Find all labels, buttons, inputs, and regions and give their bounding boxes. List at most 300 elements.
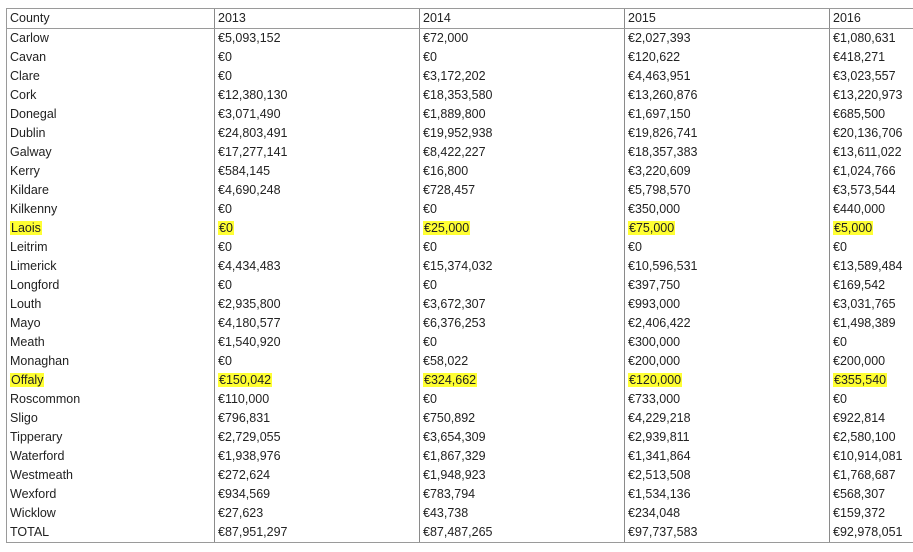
cell-text: Limerick xyxy=(10,259,57,273)
cell-text: €418,271 xyxy=(833,50,886,64)
cell-text: €993,000 xyxy=(628,297,681,311)
cell-text: €733,000 xyxy=(628,392,681,406)
table-row xyxy=(7,124,913,143)
cell-text: Waterford xyxy=(10,449,65,463)
value-2015-cell xyxy=(625,86,830,105)
value-2013-cell xyxy=(215,390,420,409)
cell-text: €110,000 xyxy=(218,392,270,406)
highlighted-text: €150,042 xyxy=(219,373,272,387)
cell-text: €922,814 xyxy=(833,411,886,425)
value-2014-cell xyxy=(420,485,625,504)
value-2013-cell xyxy=(215,124,420,143)
value-2014-cell xyxy=(420,200,625,219)
cell-text: Dublin xyxy=(10,126,46,140)
county-cell xyxy=(7,181,215,200)
highlighted-text: €0 xyxy=(219,221,233,235)
cell-text: €2,729,055 xyxy=(218,430,281,444)
cell-text: €72,000 xyxy=(423,31,469,45)
cell-text: €13,589,484 xyxy=(833,259,903,273)
value-2014-cell xyxy=(420,105,625,124)
value-2015-cell xyxy=(625,105,830,124)
table-row xyxy=(7,447,913,466)
cell-text: €18,357,383 xyxy=(628,145,698,159)
county-cell xyxy=(7,466,215,485)
value-2015-cell xyxy=(625,67,830,86)
value-2015-cell xyxy=(625,523,830,543)
cell-text: €12,380,130 xyxy=(218,88,288,102)
cell-text: Louth xyxy=(10,297,42,311)
value-2015-cell xyxy=(625,162,830,181)
value-2015-cell xyxy=(625,48,830,67)
value-2016-cell xyxy=(830,200,913,219)
county-cell xyxy=(7,371,215,390)
cell-text: €2,027,393 xyxy=(628,31,691,45)
value-2014-cell xyxy=(420,29,625,49)
cell-text: Kerry xyxy=(10,164,40,178)
cell-text: €783,794 xyxy=(423,487,476,501)
table-row xyxy=(7,428,913,447)
highlighted-text: €324,662 xyxy=(424,373,477,387)
value-2016-cell xyxy=(830,238,913,257)
cell-text: €13,220,973 xyxy=(833,88,903,102)
value-2016-cell xyxy=(830,219,913,238)
cell-text: €1,768,687 xyxy=(833,468,896,482)
table-row xyxy=(7,523,913,543)
cell-text: €0 xyxy=(218,240,232,254)
highlighted-text: Offaly xyxy=(11,373,44,387)
value-2016-cell xyxy=(830,124,913,143)
county-cell xyxy=(7,352,215,371)
value-2014-cell xyxy=(420,238,625,257)
value-2014-cell xyxy=(420,162,625,181)
cell-text: €3,220,609 xyxy=(628,164,691,178)
highlighted-text: €120,000 xyxy=(629,373,682,387)
value-2016-cell xyxy=(830,143,913,162)
cell-text: €2,406,422 xyxy=(628,316,691,330)
value-2013-cell xyxy=(215,238,420,257)
value-2013-cell xyxy=(215,67,420,86)
county-cell xyxy=(7,523,215,543)
value-2014-cell xyxy=(420,124,625,143)
cell-text: €3,023,557 xyxy=(833,69,896,83)
cell-text: €3,573,544 xyxy=(833,183,896,197)
cell-text: Wicklow xyxy=(10,506,56,520)
county-cell xyxy=(7,257,215,276)
cell-text: €1,867,329 xyxy=(423,449,486,463)
value-2014-cell xyxy=(420,371,625,390)
value-2013-cell xyxy=(215,86,420,105)
value-2013-cell xyxy=(215,257,420,276)
cell-text: €4,434,483 xyxy=(218,259,281,273)
cell-text: €0 xyxy=(218,354,232,368)
cell-text: €4,229,218 xyxy=(628,411,691,425)
county-cell xyxy=(7,162,215,181)
table-row xyxy=(7,238,913,257)
header-2013: 2013 xyxy=(215,9,420,29)
value-2013-cell xyxy=(215,181,420,200)
cell-text: €27,623 xyxy=(218,506,264,520)
value-2013-cell xyxy=(215,48,420,67)
value-2013-cell xyxy=(215,466,420,485)
cell-text: €19,826,741 xyxy=(628,126,698,140)
cell-text: €24,803,491 xyxy=(218,126,288,140)
county-cell xyxy=(7,86,215,105)
county-cell xyxy=(7,504,215,523)
cell-text: Westmeath xyxy=(10,468,73,482)
county-cell xyxy=(7,314,215,333)
county-cell xyxy=(7,48,215,67)
cell-text: €6,376,253 xyxy=(423,316,486,330)
cell-text: €19,952,938 xyxy=(423,126,493,140)
cell-text: €8,422,227 xyxy=(423,145,486,159)
table-row xyxy=(7,485,913,504)
value-2014-cell xyxy=(420,48,625,67)
county-cell xyxy=(7,276,215,295)
cell-text: €58,022 xyxy=(423,354,469,368)
cell-text: €0 xyxy=(423,240,437,254)
cell-text: €350,000 xyxy=(628,202,681,216)
cell-text: Cork xyxy=(10,88,37,102)
cell-text: €300,000 xyxy=(628,335,681,349)
cell-text: €3,031,765 xyxy=(833,297,896,311)
value-2013-cell xyxy=(215,105,420,124)
county-cell xyxy=(7,428,215,447)
highlighted-text: €355,540 xyxy=(834,373,887,387)
cell-text: €234,048 xyxy=(628,506,681,520)
value-2015-cell xyxy=(625,371,830,390)
highlighted-text: €75,000 xyxy=(629,221,675,235)
cell-text: €1,948,923 xyxy=(423,468,486,482)
cell-text: Leitrim xyxy=(10,240,48,254)
table-body xyxy=(7,29,913,543)
value-2016-cell xyxy=(830,466,913,485)
value-2015-cell xyxy=(625,504,830,523)
table-row xyxy=(7,409,913,428)
table-row xyxy=(7,86,913,105)
cell-text: €10,596,531 xyxy=(628,259,698,273)
value-2014-cell xyxy=(420,466,625,485)
value-2013-cell xyxy=(215,276,420,295)
table-row xyxy=(7,314,913,333)
cell-text: €120,622 xyxy=(628,50,681,64)
value-2016-cell xyxy=(830,29,913,49)
value-2014-cell xyxy=(420,181,625,200)
table-row xyxy=(7,181,913,200)
value-2016-cell xyxy=(830,295,913,314)
cell-text: Mayo xyxy=(10,316,41,330)
table-row xyxy=(7,105,913,124)
value-2014-cell xyxy=(420,86,625,105)
value-2016-cell xyxy=(830,314,913,333)
value-2015-cell xyxy=(625,409,830,428)
value-2014-cell xyxy=(420,409,625,428)
table-row xyxy=(7,276,913,295)
table-header-row xyxy=(7,9,913,29)
cell-text: €3,071,490 xyxy=(218,107,281,121)
value-2015-cell xyxy=(625,390,830,409)
cell-text: €1,889,800 xyxy=(423,107,486,121)
table-row xyxy=(7,295,913,314)
cell-text: €1,697,150 xyxy=(628,107,691,121)
cell-text: Galway xyxy=(10,145,52,159)
value-2015-cell xyxy=(625,238,830,257)
value-2014-cell xyxy=(420,504,625,523)
value-2013-cell xyxy=(215,371,420,390)
cell-text: Meath xyxy=(10,335,45,349)
cell-text: Tipperary xyxy=(10,430,63,444)
value-2015-cell xyxy=(625,447,830,466)
table-row xyxy=(7,390,913,409)
cell-text: €1,498,389 xyxy=(833,316,896,330)
value-2016-cell xyxy=(830,409,913,428)
cell-text: €1,341,864 xyxy=(628,449,691,463)
value-2014-cell xyxy=(420,314,625,333)
county-cell xyxy=(7,200,215,219)
value-2013-cell xyxy=(215,428,420,447)
county-cell xyxy=(7,238,215,257)
cell-text: Wexford xyxy=(10,487,57,501)
county-cell xyxy=(7,67,215,86)
value-2014-cell xyxy=(420,257,625,276)
county-cell xyxy=(7,447,215,466)
cell-text: €440,000 xyxy=(833,202,886,216)
value-2014-cell xyxy=(420,219,625,238)
county-cell xyxy=(7,295,215,314)
cell-text: €0 xyxy=(423,50,437,64)
value-2015-cell xyxy=(625,29,830,49)
value-2015-cell xyxy=(625,314,830,333)
cell-text: €2,939,811 xyxy=(628,430,690,444)
cell-text: €0 xyxy=(218,50,232,64)
value-2016-cell xyxy=(830,48,913,67)
value-2015-cell xyxy=(625,485,830,504)
table-row xyxy=(7,162,913,181)
cell-text: Sligo xyxy=(10,411,38,425)
cell-text: €4,180,577 xyxy=(218,316,281,330)
table-row xyxy=(7,48,913,67)
table-row xyxy=(7,504,913,523)
table-row xyxy=(7,257,913,276)
value-2013-cell xyxy=(215,200,420,219)
cell-text: €2,513,508 xyxy=(628,468,691,482)
cell-text: Donegal xyxy=(10,107,57,121)
cell-text: €750,892 xyxy=(423,411,476,425)
value-2013-cell xyxy=(215,314,420,333)
value-2014-cell xyxy=(420,428,625,447)
highlighted-text: Laois xyxy=(11,221,41,235)
value-2014-cell xyxy=(420,390,625,409)
value-2013-cell xyxy=(215,409,420,428)
county-cell xyxy=(7,105,215,124)
value-2013-cell xyxy=(215,523,420,543)
cell-text: €0 xyxy=(628,240,642,254)
value-2015-cell xyxy=(625,333,830,352)
cell-text: €3,654,309 xyxy=(423,430,486,444)
value-2014-cell xyxy=(420,143,625,162)
cell-text: €16,800 xyxy=(423,164,469,178)
cell-text: €18,353,580 xyxy=(423,88,493,102)
value-2015-cell xyxy=(625,257,830,276)
table-row-highlighted xyxy=(7,371,913,390)
cell-text: €92,978,051 xyxy=(833,525,903,539)
highlighted-text: €5,000 xyxy=(834,221,873,235)
cell-text: €0 xyxy=(833,240,847,254)
cell-text: Kildare xyxy=(10,183,49,197)
value-2016-cell xyxy=(830,504,913,523)
value-2016-cell xyxy=(830,67,913,86)
cell-text: €0 xyxy=(423,335,437,349)
cell-text: €13,611,022 xyxy=(833,145,902,159)
cell-text: Monaghan xyxy=(10,354,70,368)
value-2013-cell xyxy=(215,333,420,352)
table-row xyxy=(7,67,913,86)
value-2014-cell xyxy=(420,523,625,543)
value-2013-cell xyxy=(215,352,420,371)
value-2013-cell xyxy=(215,504,420,523)
value-2016-cell xyxy=(830,390,913,409)
county-cell xyxy=(7,485,215,504)
table-row xyxy=(7,352,913,371)
value-2016-cell xyxy=(830,181,913,200)
cell-text: €728,457 xyxy=(423,183,476,197)
value-2016-cell xyxy=(830,523,913,543)
cell-text: Carlow xyxy=(10,31,49,45)
cell-text: €2,580,100 xyxy=(833,430,896,444)
cell-text: Kilkenny xyxy=(10,202,58,216)
cell-text: €159,372 xyxy=(833,506,886,520)
cell-text: €169,542 xyxy=(833,278,886,292)
value-2013-cell xyxy=(215,219,420,238)
county-cell xyxy=(7,143,215,162)
header-2014: 2014 xyxy=(420,9,625,29)
header-2015: 2015 xyxy=(625,9,830,29)
value-2014-cell xyxy=(420,447,625,466)
cell-text: €0 xyxy=(423,202,437,216)
cell-text: Clare xyxy=(10,69,40,83)
county-cell xyxy=(7,333,215,352)
header-2016: 2016 xyxy=(830,9,913,29)
cell-text: €0 xyxy=(833,335,847,349)
county-cell xyxy=(7,29,215,49)
cell-text: €1,080,631 xyxy=(833,31,896,45)
cell-text: €3,672,307 xyxy=(423,297,486,311)
value-2013-cell xyxy=(215,485,420,504)
value-2015-cell xyxy=(625,124,830,143)
value-2015-cell xyxy=(625,200,830,219)
value-2016-cell xyxy=(830,447,913,466)
cell-text: Roscommon xyxy=(10,392,81,406)
value-2015-cell xyxy=(625,143,830,162)
cell-text: €15,374,032 xyxy=(423,259,493,273)
cell-text: €397,750 xyxy=(628,278,681,292)
table-row xyxy=(7,29,913,49)
cell-text: €1,024,766 xyxy=(833,164,896,178)
cell-text: €1,540,920 xyxy=(218,335,281,349)
value-2016-cell xyxy=(830,333,913,352)
value-2015-cell xyxy=(625,181,830,200)
county-cell xyxy=(7,219,215,238)
cell-text: Longford xyxy=(10,278,60,292)
county-funding-table xyxy=(6,8,913,543)
table-row-highlighted xyxy=(7,219,913,238)
cell-text: €43,738 xyxy=(423,506,469,520)
county-cell xyxy=(7,390,215,409)
value-2015-cell xyxy=(625,295,830,314)
value-2016-cell xyxy=(830,485,913,504)
cell-text: €17,277,141 xyxy=(218,145,288,159)
cell-text: €4,463,951 xyxy=(628,69,691,83)
table-row xyxy=(7,333,913,352)
value-2013-cell xyxy=(215,162,420,181)
value-2014-cell xyxy=(420,67,625,86)
cell-text: €934,569 xyxy=(218,487,271,501)
value-2016-cell xyxy=(830,86,913,105)
cell-text: €796,831 xyxy=(218,411,271,425)
value-2013-cell xyxy=(215,295,420,314)
cell-text: €584,145 xyxy=(218,164,271,178)
cell-text: €0 xyxy=(423,278,437,292)
cell-text: €1,534,136 xyxy=(628,487,691,501)
county-cell xyxy=(7,124,215,143)
table-row xyxy=(7,200,913,219)
value-2014-cell xyxy=(420,295,625,314)
value-2014-cell xyxy=(420,352,625,371)
cell-text: €685,500 xyxy=(833,107,886,121)
value-2016-cell xyxy=(830,105,913,124)
value-2015-cell xyxy=(625,428,830,447)
value-2016-cell xyxy=(830,352,913,371)
cell-text: €4,690,248 xyxy=(218,183,281,197)
cell-text: €0 xyxy=(218,69,232,83)
table-row xyxy=(7,466,913,485)
value-2016-cell xyxy=(830,428,913,447)
cell-text: €0 xyxy=(423,392,437,406)
value-2014-cell xyxy=(420,333,625,352)
cell-text: €0 xyxy=(218,202,232,216)
value-2013-cell xyxy=(215,29,420,49)
value-2016-cell xyxy=(830,276,913,295)
cell-text: €200,000 xyxy=(833,354,886,368)
county-cell xyxy=(7,409,215,428)
value-2016-cell xyxy=(830,162,913,181)
cell-text: €5,798,570 xyxy=(628,183,691,197)
table-row xyxy=(7,143,913,162)
value-2013-cell xyxy=(215,143,420,162)
cell-text: €1,938,976 xyxy=(218,449,281,463)
cell-text: Cavan xyxy=(10,50,47,64)
cell-text: €0 xyxy=(833,392,847,406)
value-2016-cell xyxy=(830,257,913,276)
cell-text: TOTAL xyxy=(10,525,50,539)
value-2015-cell xyxy=(625,352,830,371)
value-2013-cell xyxy=(215,447,420,466)
cell-text: €0 xyxy=(218,278,232,292)
value-2015-cell xyxy=(625,219,830,238)
cell-text: €568,307 xyxy=(833,487,886,501)
cell-text: €3,172,202 xyxy=(423,69,486,83)
cell-text: €10,914,081 xyxy=(833,449,903,463)
cell-text: €2,935,800 xyxy=(218,297,281,311)
cell-text: €87,487,265 xyxy=(423,525,493,539)
value-2015-cell xyxy=(625,466,830,485)
value-2015-cell xyxy=(625,276,830,295)
cell-text: €87,951,297 xyxy=(218,525,288,539)
cell-text: €20,136,706 xyxy=(833,126,903,140)
cell-text: €272,624 xyxy=(218,468,271,482)
cell-text: €97,737,583 xyxy=(628,525,698,539)
highlighted-text: €25,000 xyxy=(424,221,470,235)
value-2016-cell xyxy=(830,371,913,390)
